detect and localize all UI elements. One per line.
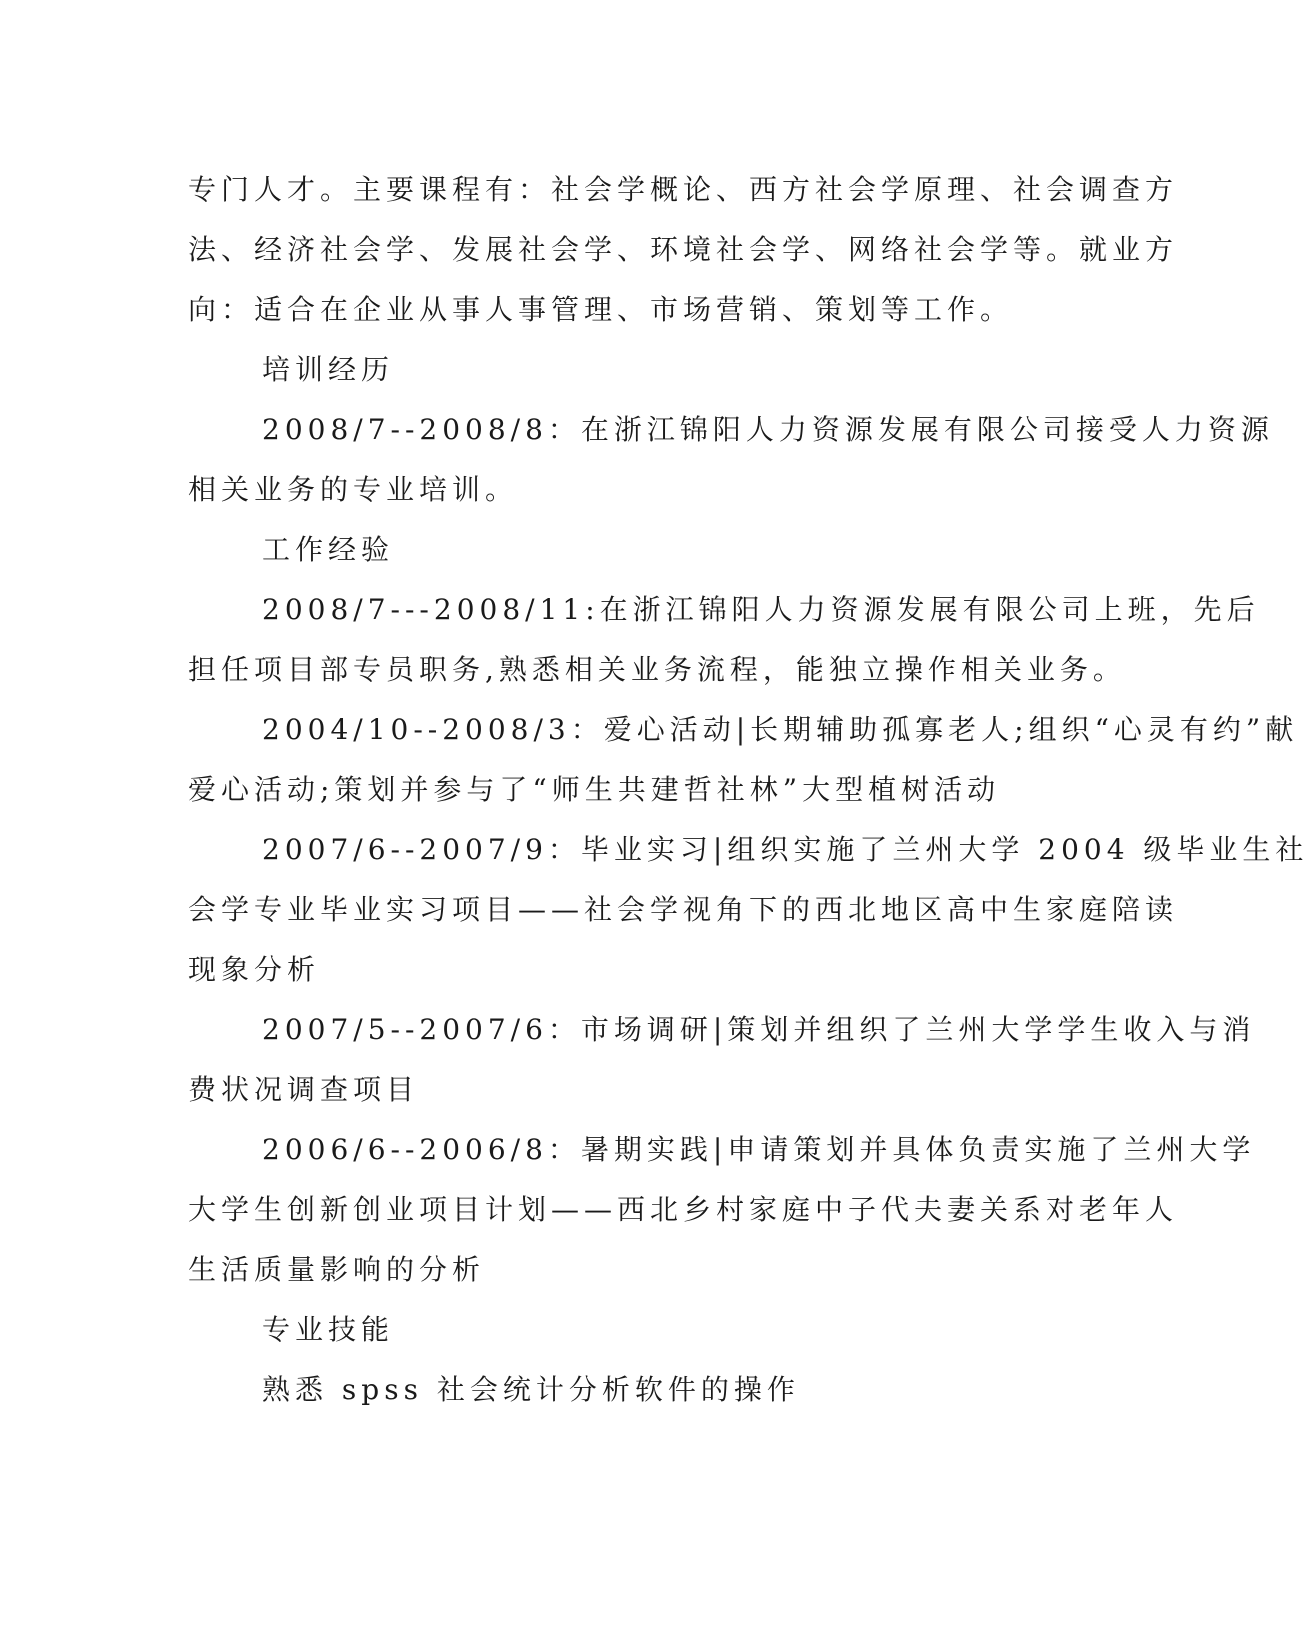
section-heading-work: 工作经验 [262, 533, 395, 566]
paragraph-line: 2004/10--2008/3：爱心活动|长期辅助孤寡老人;组织“心灵有约”献 [262, 713, 1299, 746]
paragraph-line: 2007/6--2007/9：毕业实习|组织实施了兰州大学 2004 级毕业生社 [262, 833, 1308, 866]
section-heading-skills: 专业技能 [262, 1313, 395, 1346]
document-body [188, 160, 1308, 1420]
paragraph-line: 专门人才。主要课程有：社会学概论、西方社会学原理、社会调查方 [188, 173, 1179, 206]
paragraph-line: 大学生创新创业项目计划——西北乡村家庭中子代夫妻关系对老年人 [188, 1193, 1179, 1226]
paragraph-line: 2008/7---2008/11:在浙江锦阳人力资源发展有限公司上班，先后 [262, 593, 1260, 626]
paragraph-line: 爱心活动;策划并参与了“师生共建哲社林”大型植树活动 [188, 773, 1001, 806]
paragraph-line: 费状况调查项目 [188, 1073, 420, 1106]
paragraph-line: 向：适合在企业从事人事管理、市场营销、策划等工作。 [188, 293, 1014, 326]
paragraph-line: 法、经济社会学、发展社会学、环境社会学、网络社会学等。就业方 [188, 233, 1179, 266]
section-heading-training: 培训经历 [262, 353, 395, 386]
paragraph-line: 相关业务的专业培训。 [188, 473, 519, 506]
paragraph-line: 会学专业毕业实习项目——社会学视角下的西北地区高中生家庭陪读 [188, 893, 1179, 926]
paragraph-line: 2008/7--2008/8：在浙江锦阳人力资源发展有限公司接受人力资源 [262, 413, 1274, 446]
paragraph-line: 熟悉 spss 社会统计分析软件的操作 [262, 1373, 800, 1406]
paragraph-line: 担任项目部专员职务,熟悉相关业务流程，能独立操作相关业务。 [188, 653, 1126, 686]
paragraph-line: 2006/6--2006/8：暑期实践|申请策划并具体负责实施了兰州大学 [262, 1133, 1256, 1166]
paragraph-line: 现象分析 [188, 953, 321, 986]
paragraph-line: 2007/5--2007/6：市场调研|策划并组织了兰州大学学生收入与消 [262, 1013, 1256, 1046]
paragraph-line: 生活质量影响的分析 [188, 1253, 486, 1286]
